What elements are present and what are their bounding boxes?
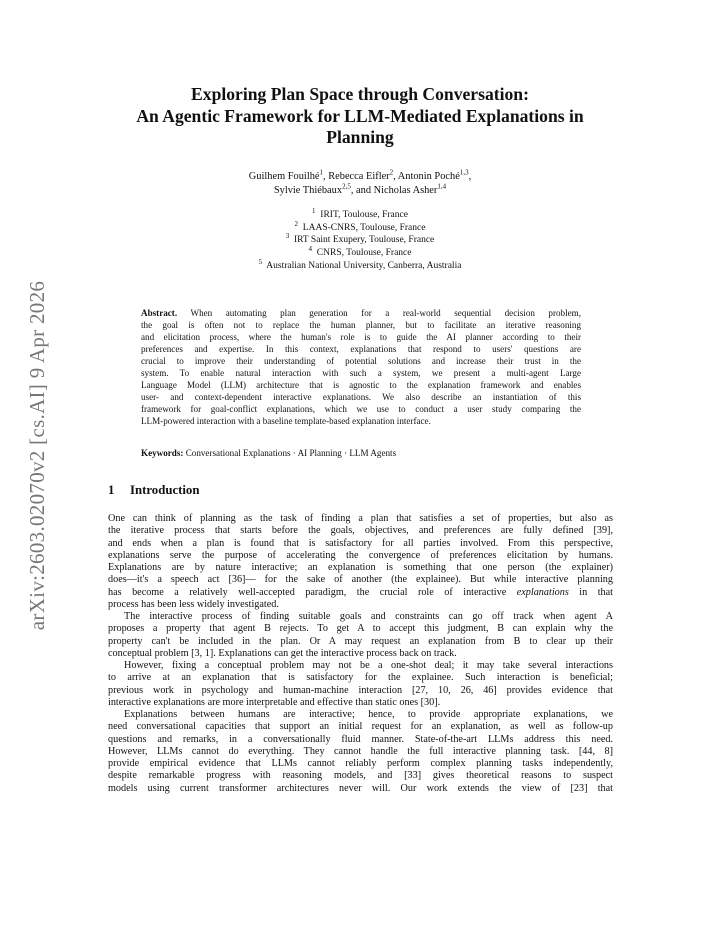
body-line: The interactive process of finding suitable goals and constraints can go off track when agent A: [124, 611, 613, 622]
author-affiliation-mark: 1,3: [459, 168, 469, 177]
section-title: Introduction: [130, 483, 200, 497]
body-line: despite remarkable progress with reasoning models, and [33] gives theoretical reasons to suspect: [108, 770, 613, 782]
abstract: [141, 307, 581, 427]
abstract-line: user- and context-dependent interactive explanations. We also describe an instantiation of this: [141, 392, 581, 402]
keywords-label: Keywords:: [141, 448, 184, 458]
abstract-label: Abstract.: [141, 308, 178, 318]
affiliation-list: [120, 206, 600, 273]
author-name: , and Nicholas Asher: [350, 185, 438, 196]
affiliation: [120, 219, 600, 235]
body-line: and ends when a plan is found that is satisfactory for all parties involved. From this perspective,: [108, 537, 613, 549]
body-line: property can't be included in the plan. Or A may request an explanation from B to clear up their: [108, 635, 613, 647]
title-line: Exploring Plan Space through Conversation:: [191, 84, 529, 104]
body-line: the iterative process that starts before the goals, objectives, and preferences are fully defined [39],: [108, 525, 613, 537]
body-line: One can think of planning as the task of finding a plan that satisfies a set of properties, but also as: [108, 513, 613, 524]
author-line: [120, 170, 600, 184]
affiliation: [120, 257, 600, 273]
affiliation-number: 3: [285, 232, 290, 241]
title-line: An Agentic Framework for LLM-Mediated Explanations in: [136, 105, 584, 126]
body-line: proposes a property that agent B rejects. To get A to accept this judgment, B can explain why the: [108, 623, 613, 635]
author-line: [120, 184, 600, 198]
paper-title: [100, 84, 620, 149]
body-line: However, LLMs cannot do everything. They cannot handle the full interactive planning task. [44, 8]: [108, 745, 613, 757]
body-line: does—it's a speech act [36]— for the sake of another (the explainee). But while interactive planning: [108, 574, 613, 586]
affiliation: [120, 206, 600, 222]
abstract-line: the goal is often not to replace the human planner, but to facilitate an iterative reasoning: [141, 320, 581, 330]
author-name: Guilhem Fouilhé: [248, 171, 320, 182]
abstract-line: crucial to improve their understanding of potential solutions and increase their trust in the: [141, 356, 581, 366]
author-separator: ,: [468, 171, 472, 182]
body-line: However, fixing a conceptual problem may not be a one-shot deal; it may take several interactions: [124, 660, 613, 671]
affiliation-text: Australian National University, Canberra, Australia: [266, 260, 462, 271]
keywords-text: Conversational Explanations · AI Planning · LLM Agents: [185, 448, 397, 458]
abstract-line: LLM-powered interaction with a baseline template-based explanation interface.: [141, 416, 431, 426]
section-number: 1: [108, 483, 115, 497]
author-affiliation-mark: 2: [389, 168, 394, 177]
body-line: models using current transformer architectures never will. Our work extends the view of [23] that: [108, 782, 613, 794]
author-name: , Rebecca Eifler: [323, 171, 390, 182]
body-line: Explanations are by nature interactive; an explanation is something that one person (the explainer): [108, 562, 613, 573]
arxiv-identifier-stamp: [18, 270, 58, 640]
abstract-line: [141, 307, 581, 319]
affiliation-number: 1: [312, 206, 316, 215]
keywords: [141, 447, 581, 459]
body-line: previous work in psychology and human-machine interaction [27, 10, 26, 46] provides evidence that: [108, 684, 613, 696]
affiliation: [120, 234, 600, 247]
emphasis: explanations: [516, 586, 569, 598]
author-affiliation-mark: 1: [319, 168, 324, 177]
abstract-line: framework for goal-conflict explanations, which we use to conduct a user study comparing the: [141, 404, 581, 414]
affiliation-text: CNRS, Toulouse, France: [316, 248, 412, 259]
abstract-line: system. To enable natural interaction with such a system, we present a multi-agent Large: [141, 368, 581, 378]
body-line: need conversational capacities that support an initial request for an explanation, as well as follow-up: [108, 721, 613, 733]
affiliation-text: LAAS-CNRS, Toulouse, France: [302, 222, 426, 233]
body-line: provide empirical evidence that LLMs cannot reliably perform complex planning tasks independently,: [108, 758, 613, 769]
author-affiliation-mark: 1,4: [437, 182, 447, 191]
title-line: Planning: [326, 127, 394, 147]
abstract-line: and elicitation process, where the human's role is to guide the AI planner according to their: [141, 332, 581, 342]
abstract-line: preferences and expertise. In this context, explanations that respond to users' questions are: [141, 344, 581, 354]
abstract-text: When automating plan generation for a real-world sequential decision problem,: [190, 308, 582, 318]
body-text: [108, 513, 613, 795]
body-line: Explanations between humans are interactive; hence, to provide appropriate explanations, we: [124, 709, 613, 720]
body-line: interactive explanations are more interpretable and effective than static ones [30].: [108, 696, 441, 708]
author-name: , Antonin Poché: [393, 171, 460, 182]
author-affiliation-mark: 2,5: [342, 182, 351, 191]
affiliation-text: IRIT, Toulouse, France: [320, 210, 408, 220]
arxiv-stamp-text: arXiv:2603.02070v2 [cs.AI] 9 Apr 2026: [25, 280, 50, 630]
affiliation-number: 2: [294, 219, 299, 228]
body-line: process has been less widely investigated.: [108, 598, 279, 610]
affiliation-number: 5: [258, 257, 263, 266]
abstract-line: Language Model (LLM) architecture that is agnostic to the explanation framework and enables: [141, 380, 581, 390]
body-line: to arrive at an explanation that is satisfactory for the explainee. Such interaction is beneficial;: [108, 672, 613, 684]
body-line: has become a relatively well-accepted paradigm, the crucial role of interactive explanations in that: [108, 586, 614, 598]
affiliation-text: IRT Saint Exupery, Toulouse, France: [293, 235, 435, 246]
body-line: conceptual problem [3, 1]. Explanations can get the interactive process back on track.: [108, 647, 457, 659]
affiliation: [120, 244, 600, 260]
body-line: explanations serve the purpose of accelerating the convergence of preferences elicitation by humans.: [108, 549, 613, 561]
affiliation-number: 4: [308, 244, 313, 253]
author-name: Sylvie Thiébaux: [273, 185, 343, 196]
body-line: questions and remarks, in a conversationally fluid manner. State-of-the-art LLMs address this need.: [108, 733, 613, 745]
section-heading: [108, 483, 199, 498]
author-list: [120, 170, 600, 198]
